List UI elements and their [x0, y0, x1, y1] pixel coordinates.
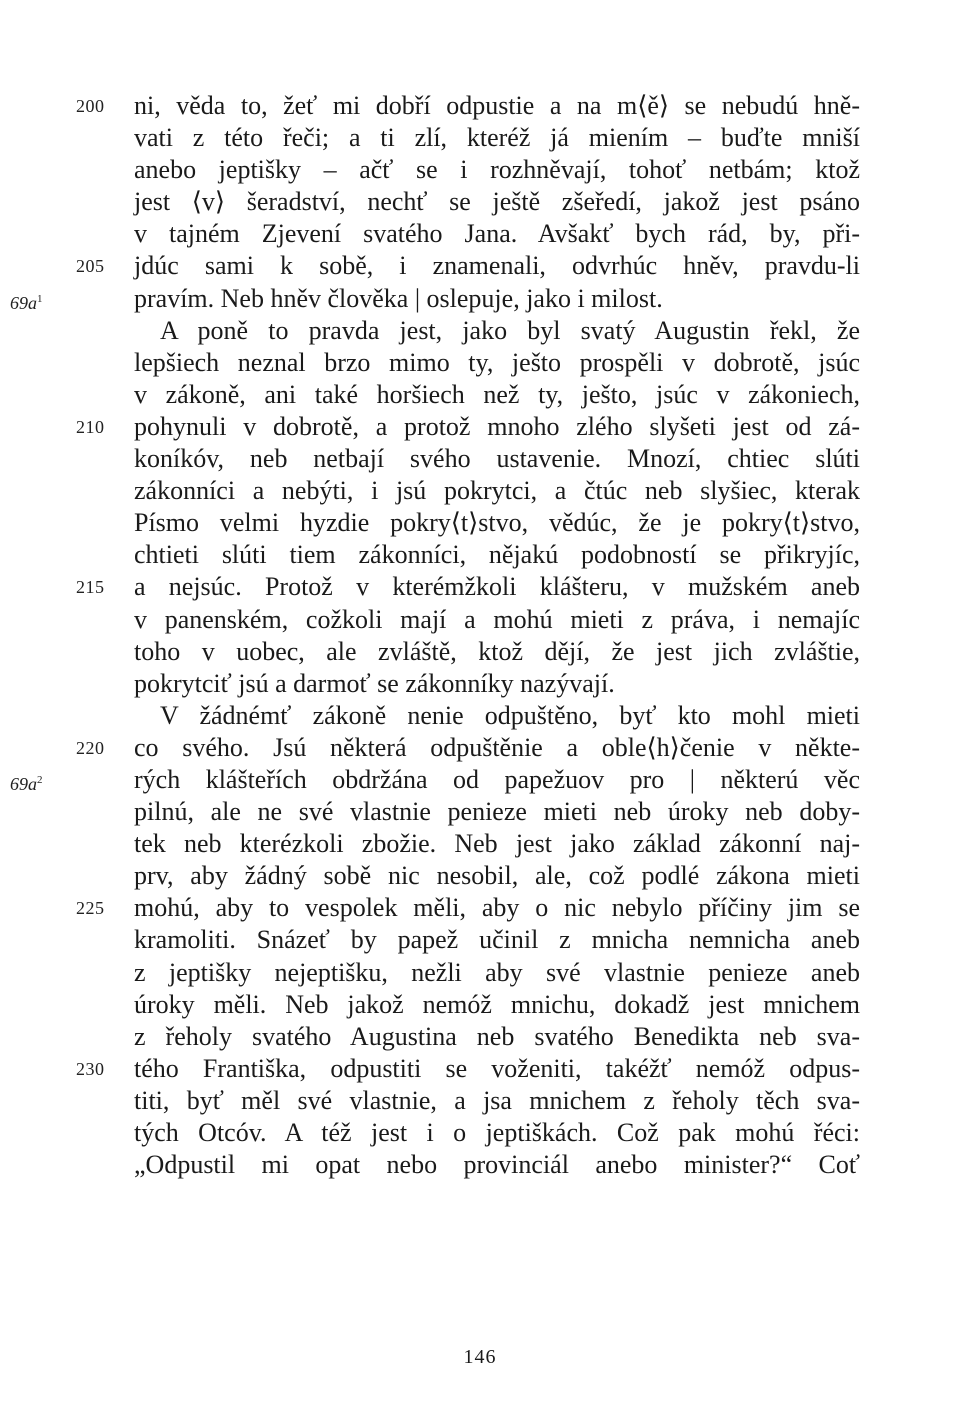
line-text: pilnú, ale ne své vlastnie penieze mieti neb úroky neb doby- — [134, 797, 860, 827]
text-line — [134, 507, 860, 539]
text-line — [134, 443, 860, 475]
line-text: vati z této řeči; a ti zlí, kteréž já miením – buďte mniší — [134, 123, 860, 153]
text-line — [134, 1085, 860, 1117]
text-line — [134, 539, 860, 571]
text-line — [134, 122, 860, 154]
folio-marker — [10, 764, 70, 800]
text-line — [10, 283, 860, 315]
line-text: tého Františka, odpustiti se voženiti, takéžť nemóž odpus- — [134, 1053, 860, 1083]
line-text: v panenském, cožkoli mají a mohú mieti z práva, i nemajíc — [134, 604, 860, 634]
line-text: „Odpustil mi opat nebo provinciál anebo minister?“ Coť — [134, 1150, 860, 1180]
line-text: zákonníci a nebýti, i jsú pokrytci, a čtúc neb slyšiec, kterak — [134, 476, 860, 506]
line-number: 215 — [76, 577, 105, 598]
text-line — [134, 379, 860, 411]
text-line — [134, 154, 860, 186]
line-number: 220 — [76, 737, 105, 758]
text-line — [134, 218, 860, 250]
line-text: z jeptišky nejeptišku, nežli aby své vlastnie penieze aneb — [134, 957, 860, 987]
line-text: pokrytciť jsú a darmoť se zákonníky nazývají. — [134, 668, 615, 698]
line-number: 210 — [76, 416, 105, 437]
line-number: 230 — [76, 1058, 105, 1079]
line-text: anebo jeptišky – ačť se i rozhněvají, tohoť netbám; ktož — [134, 155, 860, 185]
line-text: V žádnémť zákoně nenie odpuštěno, byť kto mohl mieti — [160, 700, 860, 730]
text-line — [76, 1053, 860, 1085]
line-text: koníkóv, neb netbají svého ustavenie. Mnozí, chtiec slúti — [134, 444, 860, 474]
text-line — [134, 828, 860, 860]
line-text: rých klášteřích obdržána od papežuov pro | některú věc — [134, 764, 860, 794]
body-text — [10, 90, 860, 1181]
line-text: A poně to pravda jest, jako byl svatý Augustin řekl, že — [160, 315, 860, 345]
text-line — [10, 764, 860, 796]
line-text: tek neb kterézkoli zbožie. Neb jest jako základ zákonní naj- — [134, 829, 860, 859]
text-line — [134, 315, 860, 347]
line-number: 225 — [76, 898, 105, 919]
text-line — [134, 700, 860, 732]
line-text: jdúc sami k sobě, i znamenali, odvrhúc hněv, pravdu-li — [134, 251, 860, 281]
line-text: jest ⟨v⟩ šeradství, nechť se ještě zšeředí, jakož jest psáno — [134, 187, 860, 217]
text-line — [76, 250, 860, 282]
folio-marker-label: 69a — [10, 292, 37, 313]
text-line — [134, 1117, 860, 1149]
line-text: mohú, aby to vespolek měli, aby o nic nebylo příčiny jim se — [134, 893, 860, 923]
line-text: ni, věda to, žeť mi dobří odpustie a na m⟨ě⟩ se nebudú hně- — [134, 91, 860, 120]
text-line — [134, 475, 860, 507]
folio-marker-sup: 2 — [37, 773, 43, 786]
folio-marker-sup: 1 — [37, 292, 43, 305]
line-text: pravím. Neb hněv člověka | oslepuje, jako i milost. — [134, 283, 663, 313]
line-number: 200 — [76, 96, 105, 116]
line-text: v zákoně, ani také horšiech než ty, ješto, jsúc v zákoniech, — [134, 379, 860, 409]
page-number: 146 — [463, 1346, 497, 1368]
text-line — [134, 186, 860, 218]
line-text: a nejsúc. Protož v kterémžkoli klášteru, v mužském aneb — [134, 572, 860, 602]
folio-marker-label: 69a — [10, 773, 37, 794]
text-line — [76, 411, 860, 443]
text-line — [134, 957, 860, 989]
text-line — [76, 571, 860, 603]
line-text: tých Otcóv. A též jest i o jeptiškách. Což pak mohú řéci: — [134, 1118, 860, 1147]
text-line — [134, 668, 860, 700]
text-line — [76, 892, 860, 924]
line-text: co svého. Jsú některá odpuštěnie a oble⟨h⟩čenie v někte- — [134, 732, 860, 762]
text-line — [134, 636, 860, 668]
text-line — [134, 604, 860, 636]
text-line — [134, 1149, 860, 1181]
text-line — [76, 732, 860, 764]
text-line — [134, 989, 860, 1021]
line-text: prv, aby žádný sobě nic nesobil, ale, což podlé zákona mieti — [134, 861, 860, 891]
text-line — [134, 924, 860, 956]
text-line — [134, 796, 860, 828]
text-line — [134, 347, 860, 379]
line-number: 205 — [76, 256, 105, 277]
line-text: Písmo velmi hyzdie pokry⟨t⟩stvo, vědúc, že je pokry⟨t⟩stvo, — [134, 508, 860, 538]
folio-marker — [10, 283, 70, 319]
line-text: chtieti slúti tiem zákonníci, nějakú podobností se přikryjíc, — [134, 540, 860, 570]
line-text: pohynuli v dobrotě, a protož mnoho zlého slyšeti jest od zá- — [134, 411, 860, 441]
line-text: lepšiech neznal brzo mimo ty, ješto prospěli v dobrotě, jsúc — [134, 347, 860, 377]
line-text: z řeholy svatého Augustina neb svatého Benedikta neb sva- — [134, 1021, 860, 1051]
line-text: toho v uobec, ale zvláště, ktož dějí, že jest jich zvláštie, — [134, 636, 860, 666]
text-line — [76, 90, 860, 122]
line-text: úroky měli. Neb jakož nemóž mnichu, dokadž jest mnichem — [134, 989, 860, 1019]
line-text: v tajném Zjevení svatého Jana. Avšakť bych rád, by, při- — [134, 219, 860, 249]
text-line — [134, 1021, 860, 1053]
line-text: titi, byť měl své vlastnie, a jsa mnichem z řeholy těch sva- — [134, 1085, 860, 1115]
text-line — [134, 860, 860, 892]
line-text: kramoliti. Snázeť by papež učinil z mnicha nemnicha aneb — [134, 925, 860, 955]
